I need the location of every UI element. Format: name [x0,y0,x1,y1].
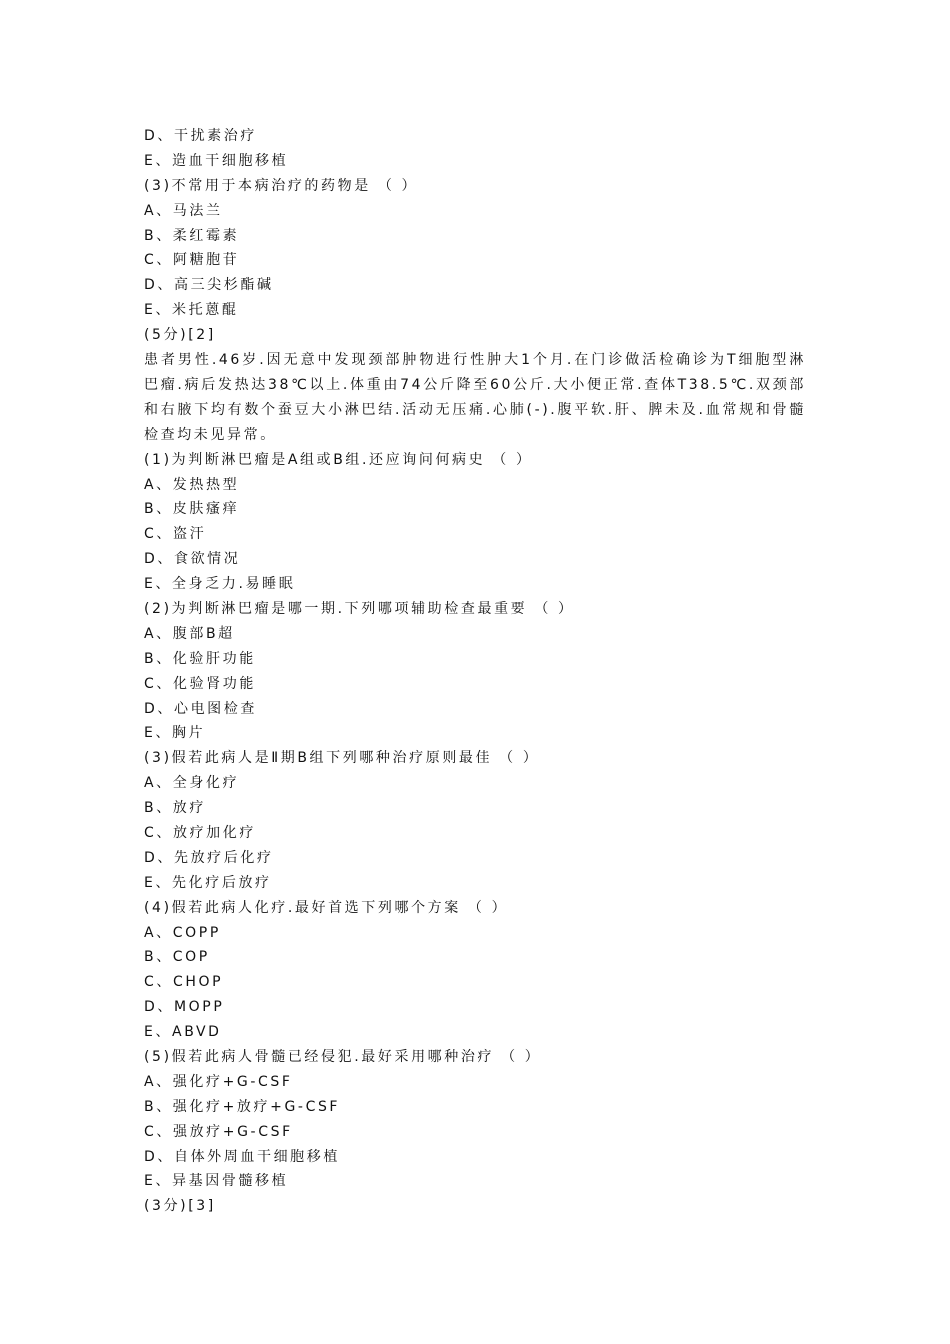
option-b: B、皮肤瘙痒 [144,501,240,518]
option-a: A、全身化疗 [144,775,240,792]
option-d: D、心电图检查 [144,700,257,717]
option-c: C、强放疗+G-CSF [144,1123,293,1140]
option-a: A、发热热型 [144,476,240,493]
document-body [144,124,814,1219]
option-b: B、放疗 [144,800,207,817]
option-c: C、化验肾功能 [144,675,256,692]
option-c: C、放疗加化疗 [144,825,256,841]
question-1: (1)为判断淋巴瘤是A组或B组.还应询问何病史 （ ） [144,451,533,468]
case-description: 患者男性.46岁.因无意中发现颈部肿物进行性肿大1个月.在门诊做活检确诊为T细胞型淋巴瘤.病后发热达38℃以上.体重由74公斤降至60公斤.大小便正常.查体T38.5℃.双颈部和右腋下均有数个蚕豆大小淋巴结.活动无压痛.心肺(-).腹平软.肝、脾未及.血常规和骨髓检查均未见异常。 [144,352,806,443]
option-a: A、马法兰 [144,202,223,219]
option-e: E、全身乏力.易睡眠 [144,576,296,593]
question-3-drug: (3)不常用于本病治疗的药物是 （ ） [144,177,419,194]
option-d: D、先放疗后化疗 [144,849,274,866]
score-label: (5分)[2] [144,327,216,344]
score-label: (3分)[3] [144,1198,216,1215]
option-e: E、ABVD [144,1024,222,1041]
option-d: D、食欲情况 [144,551,241,568]
question-5: (5)假若此病人骨髓已经侵犯.最好采用哪种治疗 （ ） [144,1049,542,1066]
option-b: B、COP [144,949,210,966]
option-a: A、腹部B超 [144,625,235,642]
option-e: E、胸片 [144,725,206,742]
option-a: A、强化疗+G-CSF [144,1073,293,1090]
option-b: B、化验肝功能 [144,650,256,667]
option-c: C、阿糖胞苷 [144,252,240,269]
option-e: E、异基因骨髓移植 [144,1173,289,1190]
option-c: C、盗汗 [144,526,207,543]
option-d: D、MOPP [144,999,225,1016]
option-e-stem-cell: E、造血干细胞移植 [144,152,289,169]
option-e: E、米托蒽醌 [144,302,239,319]
option-d: D、高三尖杉酯碱 [144,277,274,294]
option-b: B、柔红霉素 [144,227,240,244]
option-c: C、CHOP [144,974,224,991]
option-d: D、自体外周血干细胞移植 [144,1148,340,1165]
question-4: (4)假若此病人化疗.最好首选下列哪个方案 （ ） [144,899,509,916]
option-b: B、强化疗+放疗+G-CSF [144,1098,341,1115]
option-d-interferon: D、干扰素治疗 [144,128,257,144]
question-3: (3)假若此病人是Ⅱ期B组下列哪种治疗原则最佳 （ ） [144,750,540,767]
option-a: A、COPP [144,924,221,941]
question-2: (2)为判断淋巴瘤是哪一期.下列哪项辅助检查最重要 （ ） [144,600,575,617]
option-e: E、先化疗后放疗 [144,874,272,891]
